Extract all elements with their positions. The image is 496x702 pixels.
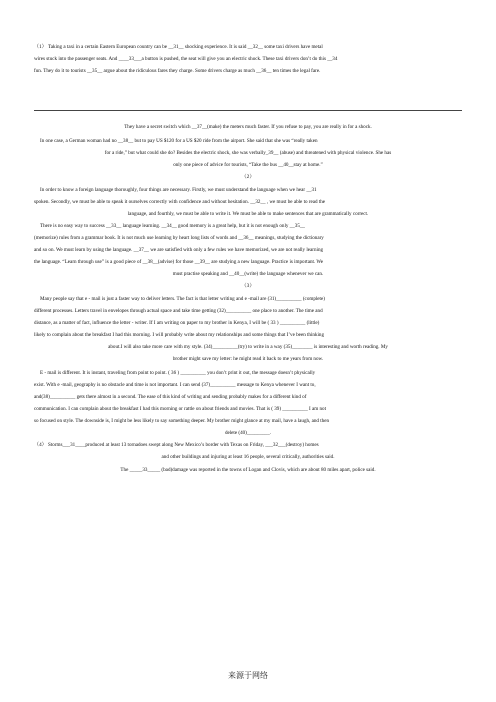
page-footer: 来源于网络: [228, 671, 268, 680]
section-2-heading: （2）: [241, 174, 255, 180]
section-3-line-7: E - mail is different. It is instant, traveling from point to point. ( 36 ) __________ you don’t print it out, the message doesn’t physically: [40, 370, 316, 376]
section-2-line-2: spoken. Secondly, we must be able to speak it ourselves correctly with confidence and without hesitation. __32__ , we must be able to read the: [34, 199, 326, 205]
section-3-line-3: distance, as a matter of fact, influence the letter - writer. If I am writing on paper to my brother in Kenya, I will be ( 33 ) __________ (little): [34, 320, 320, 326]
section-3-line-2: different processes. Letters travel in envelopes through actual space and take time getting (32)__________ one place to another. The time and: [34, 308, 323, 314]
section-3-line-9: and(38)__________ gets there almost in a second. The ease of this kind of writing and sending probably makes for a different kind of: [34, 394, 307, 400]
section-3-line-11: so focused on style. The downside is, I might be less likely to say something deeper. My brother might glance at my mail, have a laugh, and then: [34, 418, 329, 424]
section-4-marker: （4）: [34, 442, 47, 448]
section-2-line-4: There is no easy way to success __33__ language learning. __34__ good memory is a great help, but it is not enough only __35__: [40, 223, 305, 229]
divider: [34, 110, 462, 111]
section-2-line-7: the language. “Learn through use” is a good piece of __38__(advise) for those __39__ are studying a new language. Practice is important. We: [34, 259, 324, 265]
section-1-line-3: fun. They do it to tourists __35__ argue about the ridiculous fares they charge. Some drivers charge as much __36__ ten times the legal fare.: [34, 68, 321, 74]
section-1-line-2: wires stuck into the passenger seats. And ____33___a button is pushed, the seat will give you an electric shock. These taxi drivers don’t do this __34: [34, 56, 338, 62]
section-3-line-12: delete (40)_________.: [224, 430, 272, 436]
section-1-line-6: for a ride,” but what could she do? Besides the electric shock, she was verbally_39__ (abuse) and threatened with physical violence. She has: [104, 150, 392, 156]
section-3-heading: （3）: [241, 283, 255, 289]
section-3-line-10: communication. I can complain about the breakfast I had this morning or rattle on about friends and movies. That is ( 39) __________ I am not: [34, 406, 327, 412]
section-1-line-1: （1） Taking a taxi in a certain Eastern European country can be __31__ shocking experience. It is said __32__ some taxi drivers have metal: [34, 44, 323, 50]
section-2-line-6: and so on. We must learn by using the language. __37__ we are satisfied with only a few rules we have memorized, we are not really learning: [34, 247, 324, 253]
section-4-line-1: （4） Storms___31____produced at least 13 tornadoes swept along New Mexico’s border with Texas on Friday, ___32___(destroy) homes: [34, 442, 319, 448]
section-3-line-5: about.I will also take more care with my style. (34)__________(try) to write in a way (35)________ is interesting and worth reading. My: [108, 344, 388, 350]
section-2-line-3: language, and fourthly, we must be able to write it. We must be able to make sentences that are grammatically correct.: [127, 211, 369, 217]
section-2-line-1: In order to know a foreign language thoroughly, four things are necessary. Firstly, we must understand the language when we hear __31: [40, 187, 317, 193]
section-4-line-2: and other buildings and injuring at least 16 people, several critically, authorities said.: [161, 454, 335, 460]
section-1-line-4: They have a secret switch which __37__(make) the meters much faster. If you refuse to pay, you are really in for a shock.: [124, 124, 372, 130]
section-3-line-4: likely to complain about the breakfast I had this morning. I will probably write about my relationships and some things that I’ve been thinking: [34, 332, 325, 338]
section-3-line-8: exist. With e -mail, geography is no obstacle and time is not important. I can send (37)__________ message to Kenya whenever I want to,: [34, 382, 316, 388]
section-2-line-8: must practise speaking and __40__(write) the language whenever we can.: [172, 271, 324, 277]
section-1-line-7: only one piece of advice for tourists, “Take the bus __40__stay at home.”: [173, 162, 323, 168]
section-3-line-1: Many people say that e - mail is just a faster way to deliver letters. The fact is that letter writing and e -mail are (31)__________ (complete): [40, 296, 325, 302]
section-1-line-5: In one case, a German woman had no __38__ but to pay US $120 for a US $20 ride from the airport. She said that she was “really taken: [40, 138, 318, 144]
section-3-line-6: brother might save my letter: he might read it back to me years from now.: [172, 356, 324, 362]
section-2-line-5: (memorize) rules from a grammar book. It is not much use learning by heart long lists of words and __36__ meanings, studying the dictionary: [34, 235, 324, 241]
section-4-line-3: The _____33_____ (bad)damage was reported in the towns of Logan and Clovis, which are about 80 miles apart, police said.: [120, 467, 376, 473]
section-1-marker: （1）: [34, 44, 47, 50]
